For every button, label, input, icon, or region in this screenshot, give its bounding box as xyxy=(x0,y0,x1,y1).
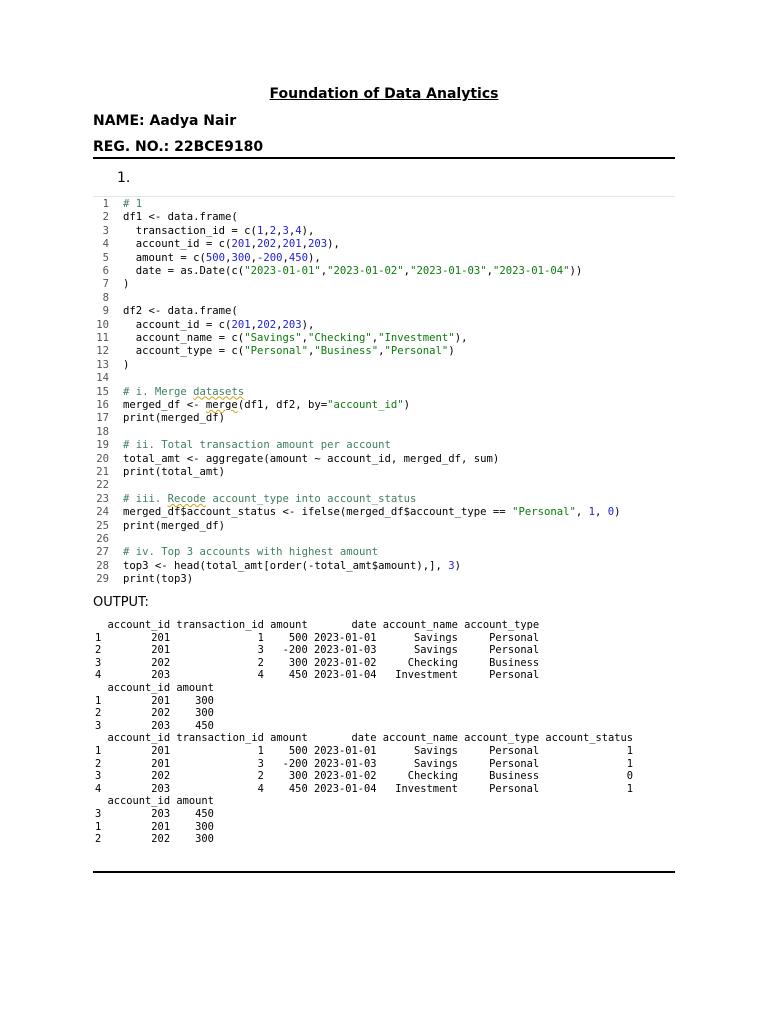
output-label: OUTPUT: xyxy=(93,595,149,610)
output-line: 2 202 300 xyxy=(95,833,214,846)
code-text: print(top3) xyxy=(123,573,194,586)
line-number: 11 xyxy=(96,332,109,344)
line-number: 25 xyxy=(96,519,109,532)
code-line xyxy=(93,506,621,519)
code-text: print(total_amt) xyxy=(123,466,226,478)
code-line xyxy=(93,211,238,224)
code-line xyxy=(93,412,225,425)
line-number: 23 xyxy=(96,492,109,505)
code-line xyxy=(93,573,193,586)
output-line: account_id transaction_id amount date account_name account_type account_status xyxy=(95,732,633,745)
code-text: ) xyxy=(123,278,130,291)
line-number: 13 xyxy=(96,358,109,371)
output-line: 3 203 450 xyxy=(95,808,214,820)
code-text: account_id = c(201,202,201,203), xyxy=(123,238,340,251)
line-number: 14 xyxy=(96,372,109,385)
output-line: 4 203 4 450 2023-01-04 Investment Personal 1 xyxy=(95,782,633,795)
output-line: 2 202 300 xyxy=(95,707,214,720)
code-line xyxy=(93,520,225,533)
output-line: account_id amount xyxy=(95,795,214,808)
code-text: date = as.Date(c("2023-01-01","2023-01-02","2023-01-03","2023-01-04")) xyxy=(123,265,583,277)
output-line: 1 201 300 xyxy=(95,820,214,833)
code-line xyxy=(93,305,238,318)
code-text: # iii. Recode account_type into account_status xyxy=(123,492,417,505)
line-number: 16 xyxy=(96,399,109,411)
code-text: print(merged_df) xyxy=(123,519,226,532)
footer-divider xyxy=(93,871,675,873)
code-editor-screenshot xyxy=(93,196,675,586)
code-line xyxy=(93,265,582,278)
line-number: 22 xyxy=(96,479,109,492)
code-text: # 1 xyxy=(123,198,143,210)
line-number: 1 xyxy=(102,198,109,210)
line-number: 29 xyxy=(96,573,109,586)
line-number: 17 xyxy=(96,412,109,425)
code-top-border xyxy=(93,196,675,197)
code-line xyxy=(93,426,123,439)
line-number: 20 xyxy=(96,452,109,465)
code-text: merged_df$account_status <- ifelse(merged_df$account_type == "Personal", 1, 0) xyxy=(123,506,621,519)
code-line xyxy=(93,386,244,399)
code-line xyxy=(93,238,340,251)
line-number: 9 xyxy=(102,305,109,318)
code-line xyxy=(93,278,129,291)
output-line: account_id amount xyxy=(95,682,214,694)
output-line: account_id transaction_id amount date account_name account_type xyxy=(95,619,540,631)
line-number: 19 xyxy=(96,439,109,452)
code-line xyxy=(93,225,314,238)
code-line xyxy=(93,493,416,506)
output-line: 1 201 1 500 2023-01-01 Savings Personal 1 xyxy=(95,745,633,757)
code-text: transaction_id = c(1,2,3,4), xyxy=(123,224,315,237)
code-text: # ii. Total transaction amount per account xyxy=(123,439,391,452)
line-number: 15 xyxy=(96,385,109,398)
code-line xyxy=(93,345,455,358)
code-text: df1 <- data.frame( xyxy=(123,211,238,224)
page-title: Foundation of Data Analytics xyxy=(269,86,499,102)
code-text: top3 <- head(total_amt[order(-total_amt$amount),], 3) xyxy=(123,559,462,572)
code-line xyxy=(93,479,123,492)
code-line xyxy=(93,560,461,573)
code-text: ) xyxy=(123,358,130,371)
code-line xyxy=(93,439,391,452)
code-line xyxy=(93,399,410,412)
code-text: account_id = c(201,202,203), xyxy=(123,318,315,331)
output-line: 3 202 2 300 2023-01-02 Checking Business 0 xyxy=(95,770,633,783)
code-line xyxy=(93,533,123,546)
code-line xyxy=(93,546,378,559)
line-number: 24 xyxy=(96,506,109,519)
line-number: 28 xyxy=(96,559,109,572)
code-text: amount = c(500,300,-200,450), xyxy=(123,251,321,264)
code-text: df2 <- data.frame( xyxy=(123,305,238,318)
code-line xyxy=(93,319,314,332)
code-text: merged_df <- merge(df1, df2, by="account_id") xyxy=(123,399,411,411)
line-number: 6 xyxy=(102,265,109,277)
line-number: 26 xyxy=(96,533,109,545)
output-line: 2 201 3 -200 2023-01-03 Savings Personal 1 xyxy=(95,757,633,770)
line-number: 8 xyxy=(102,291,109,304)
line-number: 21 xyxy=(96,466,109,478)
line-number: 12 xyxy=(96,345,109,358)
output-line: 1 201 300 xyxy=(95,694,214,707)
output-line: 2 201 3 -200 2023-01-03 Savings Personal xyxy=(95,644,540,657)
output-line: 3 203 450 xyxy=(95,719,214,732)
header-divider xyxy=(93,157,675,159)
code-line xyxy=(93,372,123,385)
line-number: 2 xyxy=(102,211,109,224)
code-line xyxy=(93,252,321,265)
code-line xyxy=(93,453,499,466)
code-text: account_type = c("Personal","Business","Personal") xyxy=(123,345,455,358)
question-number: 1. xyxy=(117,170,131,186)
code-text: total_amt <- aggregate(amount ~ account_id, merged_df, sum) xyxy=(123,452,500,465)
line-number: 5 xyxy=(102,251,109,264)
line-number: 3 xyxy=(102,224,109,237)
code-text: # iv. Top 3 accounts with highest amount xyxy=(123,546,379,559)
line-number: 4 xyxy=(102,238,109,251)
output-line: 4 203 4 450 2023-01-04 Investment Personal xyxy=(95,669,540,682)
code-line xyxy=(93,332,467,345)
line-number: 27 xyxy=(96,546,109,559)
output-line: 3 202 2 300 2023-01-02 Checking Business xyxy=(95,656,540,669)
line-number: 7 xyxy=(102,278,109,291)
code-line xyxy=(93,292,123,305)
line-number: 18 xyxy=(96,425,109,438)
output-line: 1 201 1 500 2023-01-01 Savings Personal xyxy=(95,631,540,644)
code-line xyxy=(93,198,142,211)
registration-number: REG. NO.: 22BCE9180 xyxy=(93,139,264,155)
line-number: 10 xyxy=(96,318,109,331)
code-line xyxy=(93,466,225,479)
code-text: print(merged_df) xyxy=(123,412,226,425)
code-text: account_name = c("Savings","Checking","Investment"), xyxy=(123,332,468,344)
code-text: # i. Merge datasets xyxy=(123,385,245,398)
student-name: NAME: Aadya Nair xyxy=(93,113,237,129)
code-line xyxy=(93,359,129,372)
